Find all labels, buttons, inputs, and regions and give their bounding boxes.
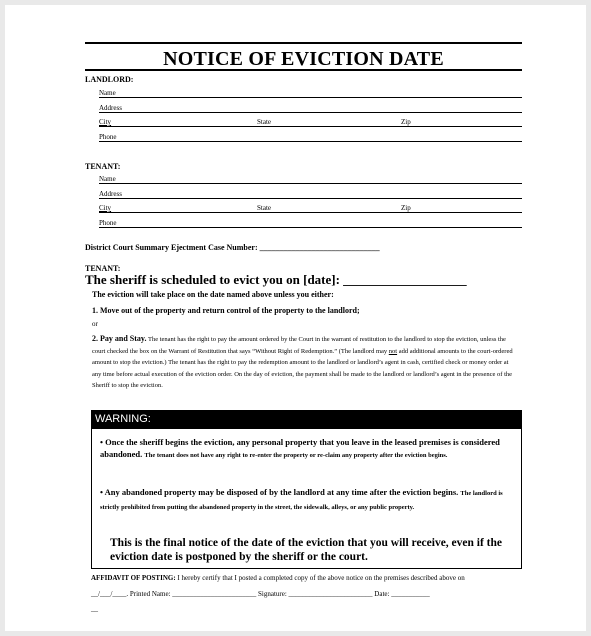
tenant-address-field[interactable] [99,187,522,199]
tenant-heading: TENANT: [85,162,121,171]
landlord-heading: LANDLORD: [85,75,134,84]
tenant-zip-label: Zip [401,204,411,212]
tenant-name-label: Name [99,175,116,183]
warning-bullet-1-small: The tenant does not have any right to re-enter the property or re-claim any property after the eviction begins. [144,452,448,459]
option-2-text-b: add additional amounts to the court-ordered amount to stop the eviction.) The tenant has the right to pay the redemption amount to the landlord or landlord’s agent in cash, certified check or money order at any time before actual execution of the eviction order. On the day of eviction, the payment shall be made to the landlord or landlord’s agent in the presence of the Sheriff to stop the eviction. [92,347,513,389]
final-notice: This is the final notice of the date of the eviction that you will receive, even if the eviction date is postponed by the sheriff or the court. [110,537,503,563]
option-2-not: not [388,347,398,355]
landlord-phone-label: Phone [99,133,117,141]
warning-bullet-2-bold: Any abandoned property may be disposed of by the landlord at any time after the eviction begins. [104,487,459,497]
tenant-city-label: City [99,204,112,212]
landlord-city-label: City [99,118,112,126]
option-1: 1. Move out of the property and return control of the property to the landlord; [92,306,360,315]
warning-bullet-2-small: The landlord is strictly prohibited from putting the abandoned property in the street, the sidewalk, alleys, or any public property. [100,490,503,511]
landlord-address-field[interactable] [99,101,522,113]
option-2-text-a: The tenant has the right to pay the amount ordered by the Court in the warrant of restitution to the landlord to stop the eviction, unless the court checked the box on the Warrant of Restitution that says “Without Right of Redemption.” (The landlord may [92,336,506,355]
document-page [5,5,586,631]
affidavit [91,570,522,586]
tenant-city-state-zip-field[interactable] [99,201,522,213]
landlord-name-label: Name [99,89,116,97]
or-text: or [92,320,98,328]
eviction-intro: The eviction will take place on the date named above unless you either: [92,290,334,299]
landlord-city-state-zip-field[interactable] [99,115,522,127]
sheriff-date-field[interactable]: The sheriff is scheduled to evict you on [date]: ___________________ [85,272,467,287]
landlord-phone-field[interactable] [99,130,522,142]
option-2-title: 2. Pay and Stay. [92,334,147,343]
landlord-address-label: Address [99,104,122,112]
option-2-paragraph [92,333,517,392]
tenant-phone-label: Phone [99,219,117,227]
tenant-address-label: Address [99,190,122,198]
page-title: NOTICE OF EVICTION DATE [163,48,444,70]
tenant-name-field[interactable] [99,172,522,184]
tenant-label-2: TENANT: [85,264,121,273]
warning-bullet-2: • Any abandoned property may be disposed of by the landlord at any time after the eviction begins. The landlord is strictly prohibited from putting the abandoned property in the street, the sidewalk, alleys, or any public property. [100,487,503,511]
warning-bullet-1: • Once the sheriff begins the eviction, any personal property that you leave in the leased premises is considered abandoned. The tenant does not have any right to re-enter the property or re-claim any property after the eviction begins. [100,437,500,459]
tenant-phone-field[interactable] [99,216,522,228]
warning-bullet-1-bold: Once the sheriff begins the eviction, any personal property that you leave in the leased premises is considered abandoned. [100,437,500,459]
affidavit-line-3: __ [91,605,98,613]
landlord-name-field[interactable] [99,86,522,98]
landlord-state-label: State [257,118,271,126]
affidavit-label: AFFIDAVIT OF POSTING: [91,574,176,582]
affidavit-signature-fields[interactable]: __/___/____. Printed Name: ________________________ Signature: ________________________ Date: ___________ [91,590,430,598]
warning-box [91,428,522,569]
landlord-zip-label: Zip [401,118,411,126]
tenant-state-label: State [257,204,271,212]
title-top-rule [85,42,522,44]
affidavit-text: I hereby certify that I posted a completed copy of the above notice on the premises described above on [175,574,465,582]
warning-heading: WARNING: [91,410,522,428]
title-bottom-rule [85,69,522,71]
case-number-field[interactable]: District Court Summary Ejectment Case Number: ______________________________ [85,243,380,252]
